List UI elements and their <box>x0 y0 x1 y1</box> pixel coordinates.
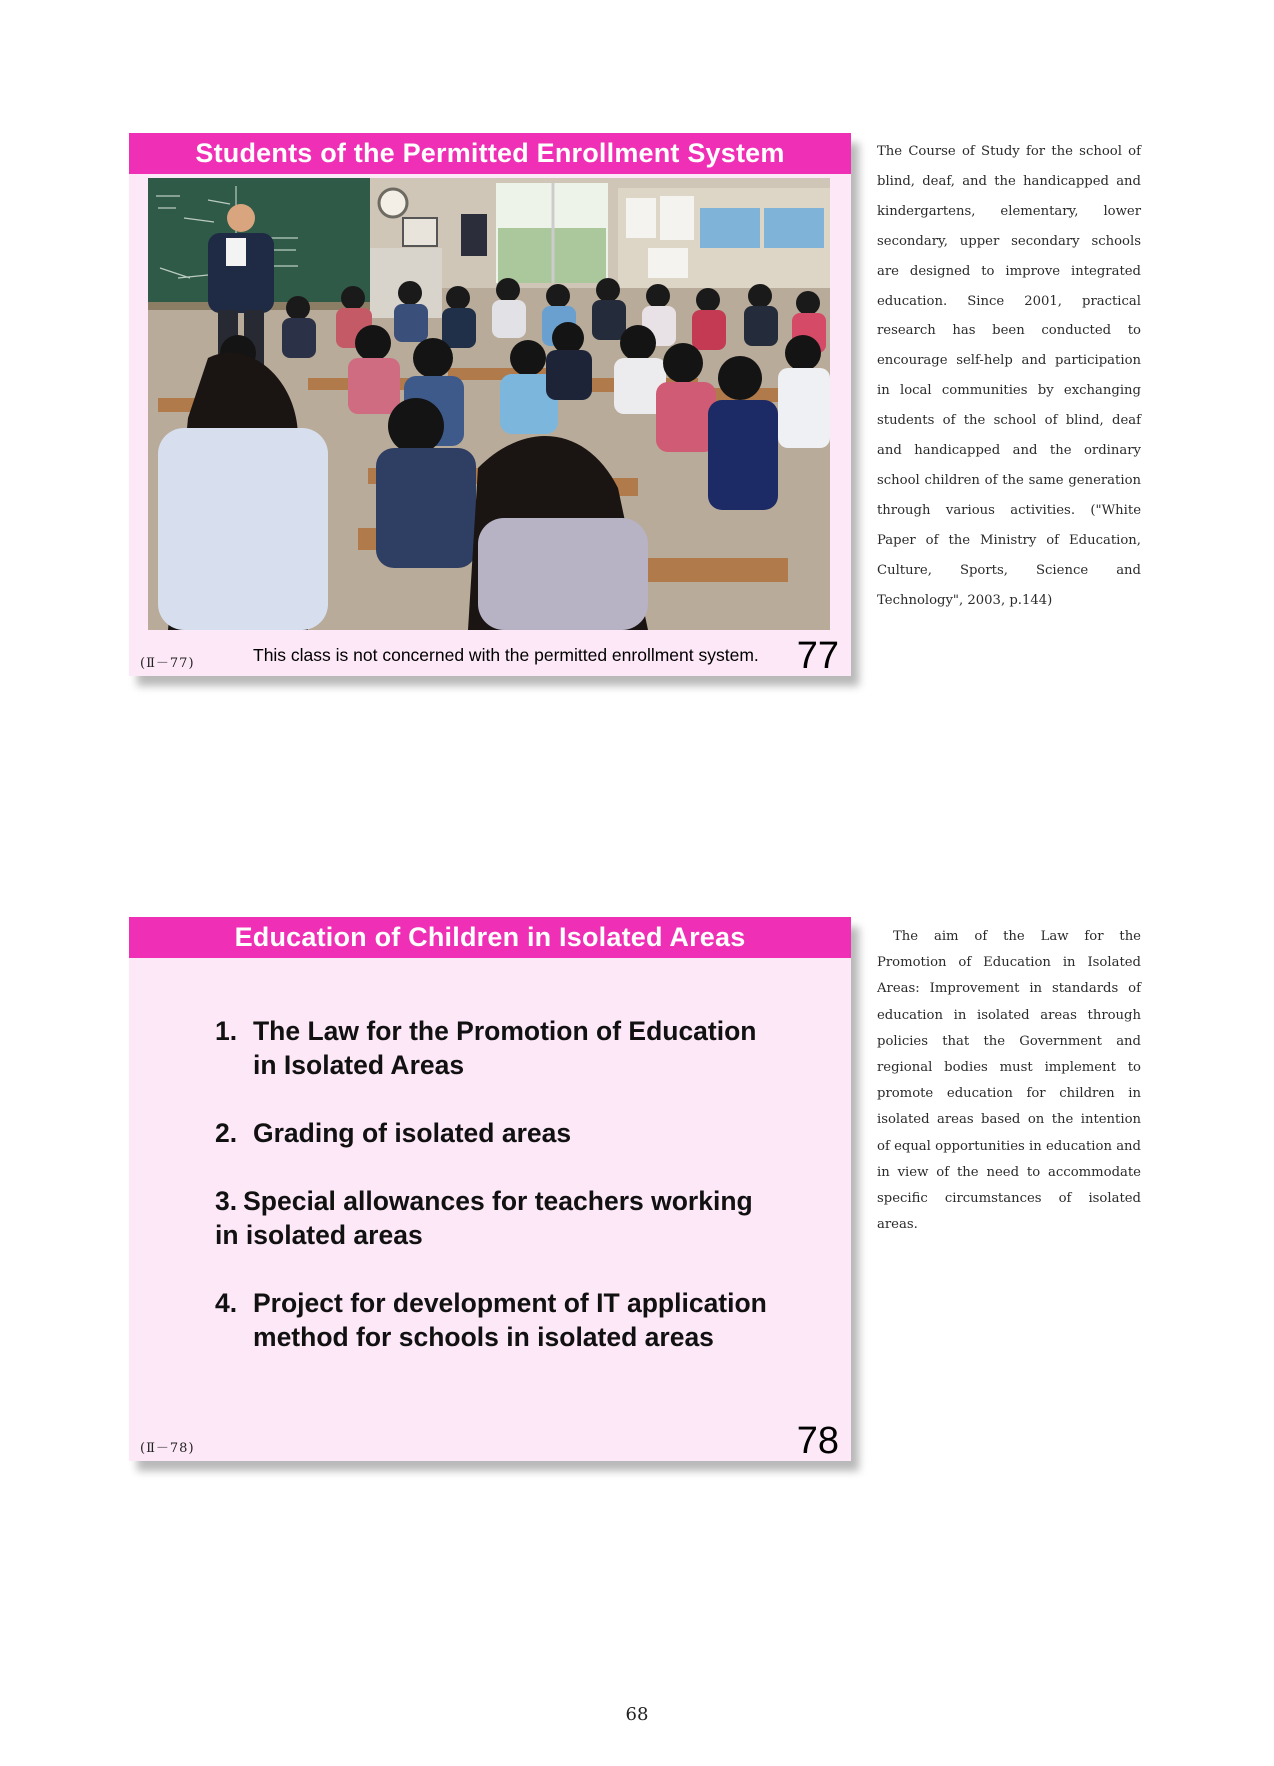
slide-77 <box>129 133 851 676</box>
photo-caption: This class is not concerned with the permitted enrollment system. <box>253 645 759 665</box>
list-item <box>215 1116 775 1150</box>
list-number: 2. <box>215 1118 238 1148</box>
list-text: Grading of isolated areas <box>253 1118 572 1148</box>
list-number: 4. <box>215 1288 238 1318</box>
slide-title: Students of the Permitted Enrollment System <box>129 133 851 174</box>
list-item <box>215 1014 775 1082</box>
list-text: Special allowances for teachers working in isolated areas <box>215 1186 753 1250</box>
list-text: Project for development of IT application method for schools in isolated areas <box>253 1288 767 1352</box>
classroom-photo <box>148 178 830 630</box>
side-note-77: The Course of Study for the school of blind, deaf, and the handicapped and kindergartens, elementary, lower secondary, upper secondary schools are designed to improve integrated education. Since 2001, practical research has been conducted to encourage self-help and participation in local communities by exchanging students of the school of blind, deaf and handicapped and the ordinary school children of the same generation through various activities. ("White Paper of the Ministry of Education, Culture, Sports, Science and Technology", 2003, p.144) <box>877 144 1141 608</box>
slide-number: 78 <box>796 1420 839 1462</box>
slide-title: Education of Children in Isolated Areas <box>129 917 851 958</box>
list-text: The Law for the Promotion of Education in Isolated Areas <box>253 1016 757 1080</box>
list-number: 1. <box>215 1016 238 1046</box>
page-number: 68 <box>625 1704 649 1725</box>
slide-reference: (Ⅱ－77) <box>140 656 195 671</box>
slide-number: 77 <box>796 635 839 677</box>
slide-78 <box>129 917 851 1461</box>
list-item <box>215 1184 775 1252</box>
slide-reference: (Ⅱ－78) <box>140 1441 195 1456</box>
topic-list <box>215 1014 775 1388</box>
list-item <box>215 1286 775 1354</box>
side-note-78: The aim of the Law for the Promotion of Education in Isolated Areas: Improvement in standards of education in isolated areas through policies that the Government and regional bodies must implement to promote education for children in isolated areas based on the intention of equal opportunities in education and in view of the need to accommodate specific circumstances of isolated areas. <box>877 929 1141 1233</box>
list-number: 3. <box>215 1186 238 1216</box>
